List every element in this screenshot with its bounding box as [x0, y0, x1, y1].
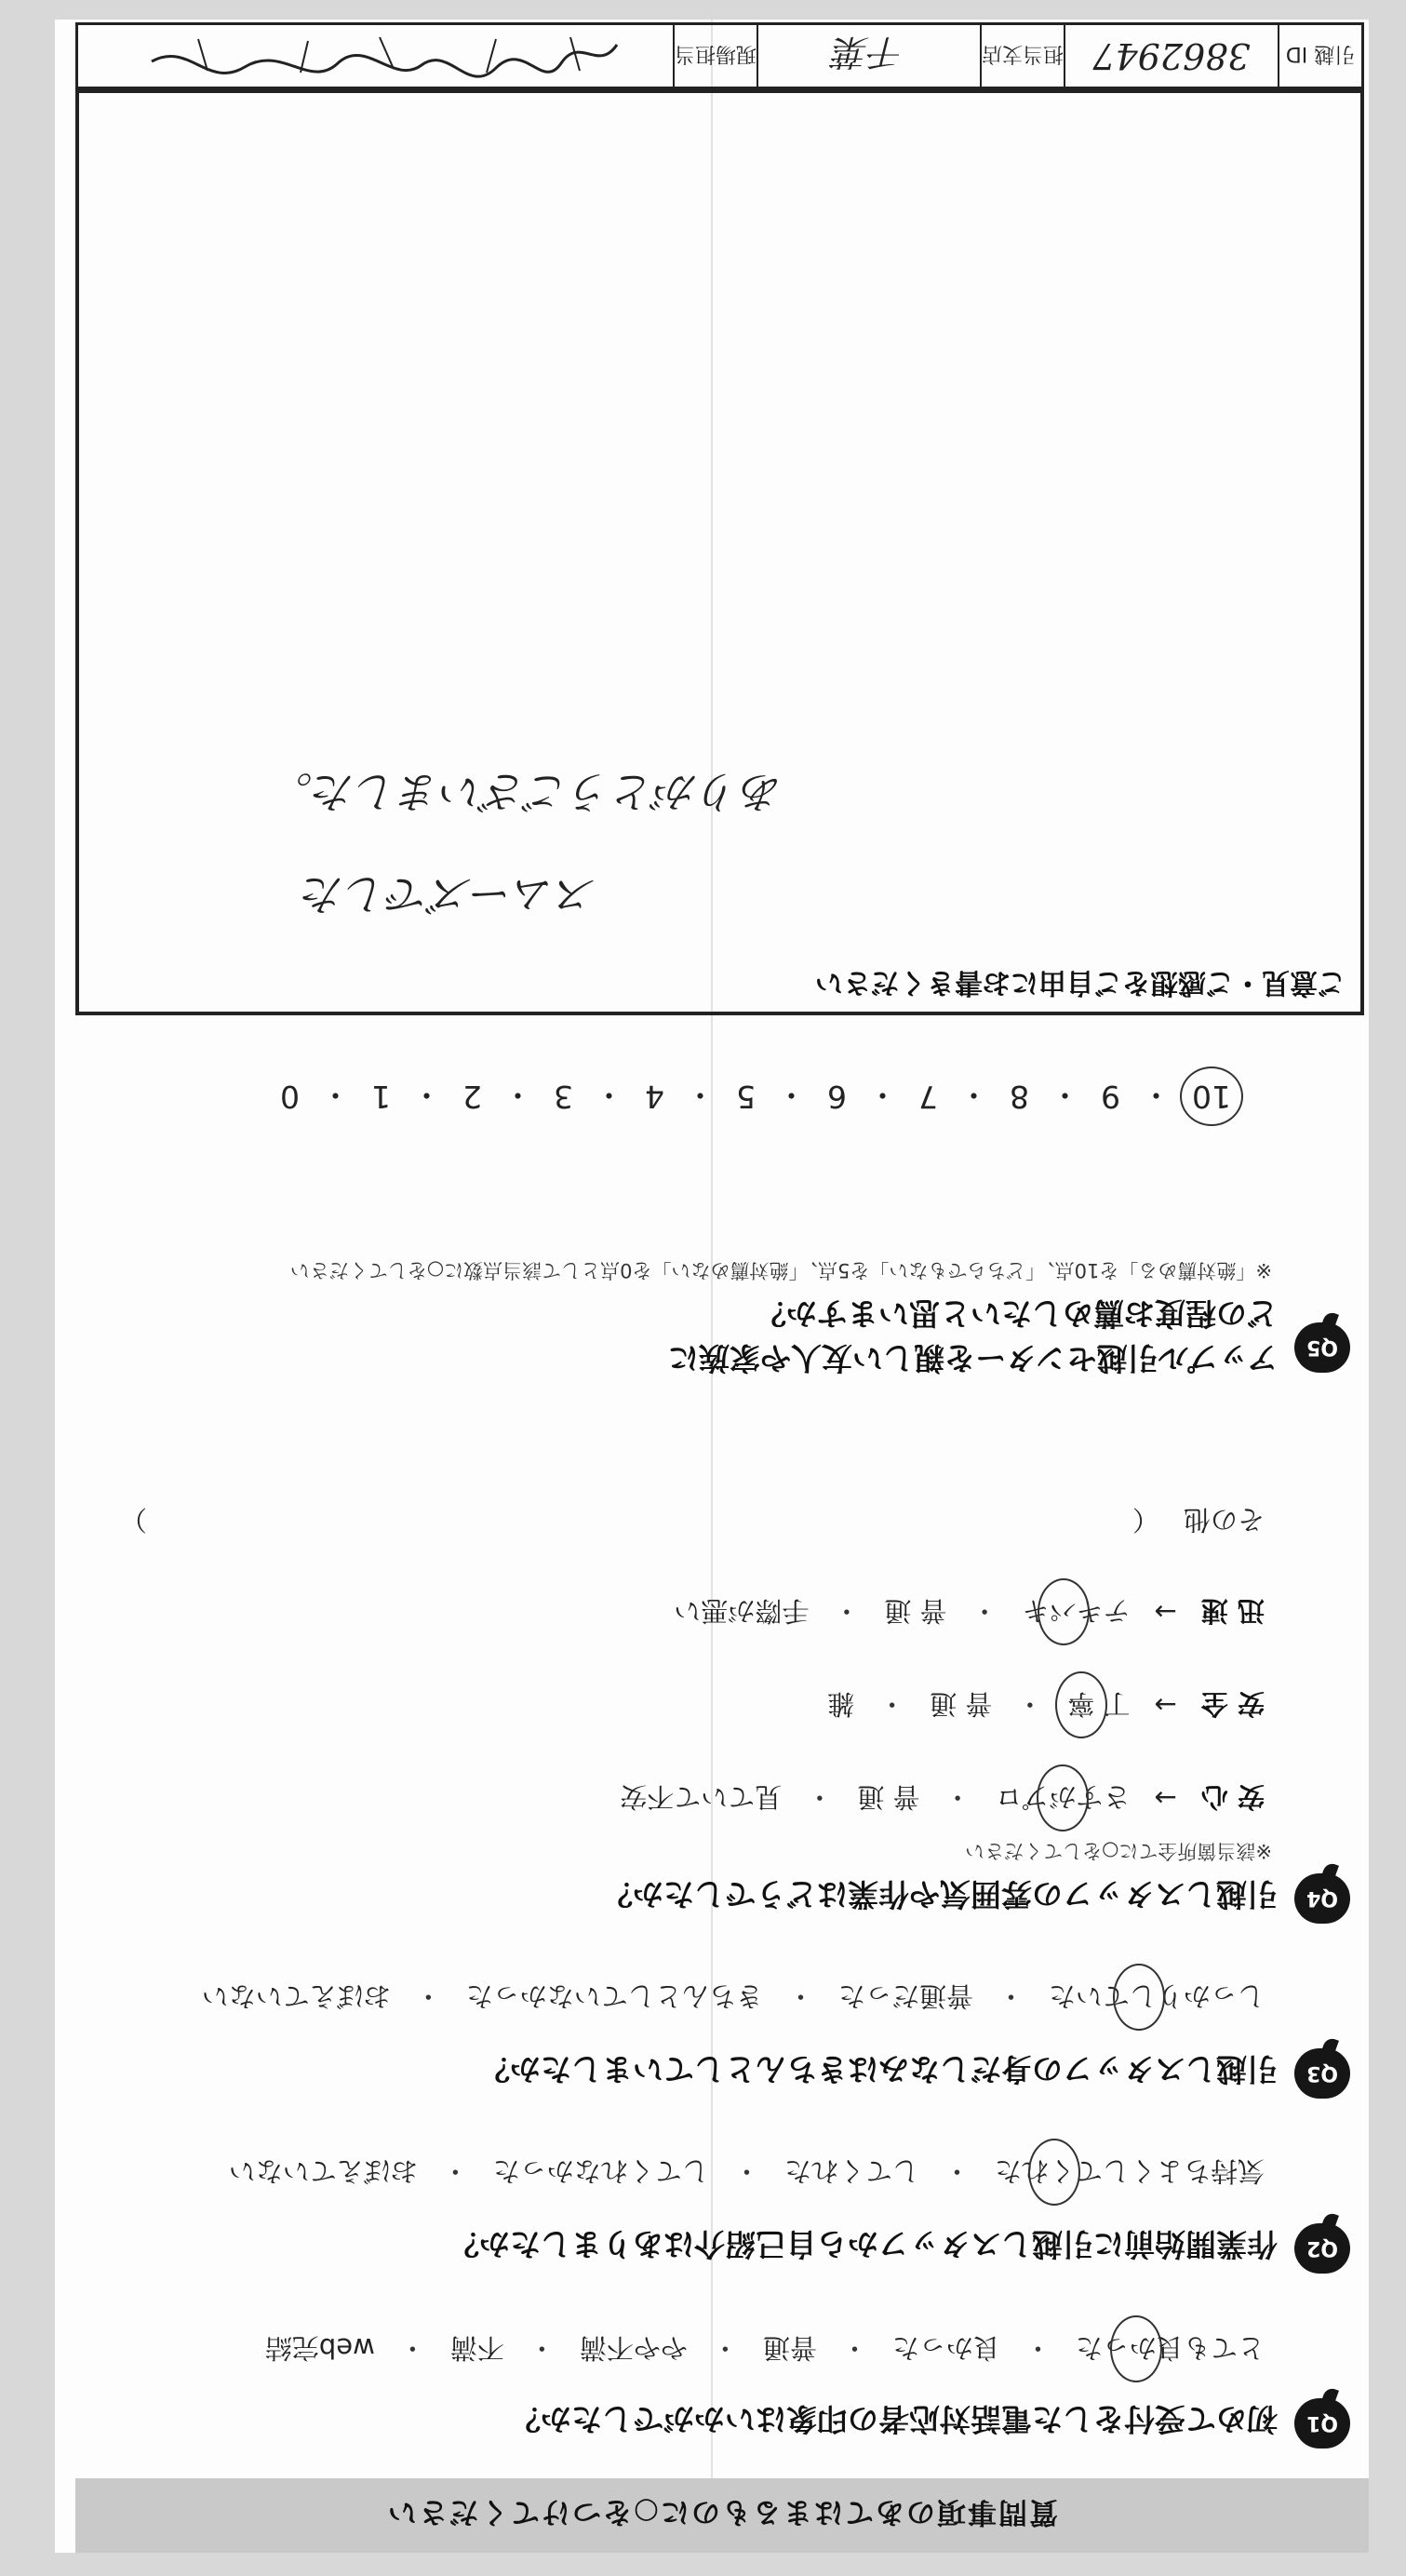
q5-score-9[interactable]: 9: [1101, 1079, 1120, 1115]
selection-circle: [1180, 1067, 1243, 1127]
scale-separator: ・: [685, 1077, 716, 1113]
scale-separator: ・: [958, 1077, 989, 1113]
selection-circle: [1038, 1579, 1090, 1646]
q3-badge: Q3: [1294, 2048, 1350, 2099]
q2-badge: Q2: [1294, 2223, 1350, 2274]
q3-option-normal[interactable]: 普通だった: [837, 1980, 973, 2012]
q2-question: 作業開始前に引越しスタッフから自己紹介はありましたか？: [449, 2226, 1278, 2262]
q3-options: しっかりしていた ・ 普通だった ・ きちんとしていなかった ・ おぼえていない: [202, 1979, 1265, 2017]
q1-option-somewhat-dissatisfied[interactable]: やや不満: [579, 2332, 688, 2364]
instruction-banner: 質問事項のあてはまるものに○をつけてください: [75, 2478, 1369, 2553]
arrow-icon: →: [1154, 1596, 1177, 1629]
staff-label: 現場担当: [673, 25, 757, 87]
q4-row-label: 迅 速: [1200, 1595, 1265, 1627]
scale-separator: ・: [411, 1077, 442, 1113]
q1-badge: Q1: [1294, 2398, 1350, 2449]
scale-separator: ・: [320, 1077, 351, 1113]
q2-option-did-not[interactable]: してくれなかった: [492, 2155, 709, 2187]
q1-option-normal[interactable]: 普通: [762, 2332, 817, 2364]
selection-circle: [1113, 1965, 1165, 2032]
q5-note: ※「絶対薦める」を10点、「どちらでもない」を5点、「絶対薦めない」を0点として該当点数に○をしてください: [289, 1259, 1272, 1281]
selection-circle: [1055, 1672, 1107, 1739]
q4-question: 引越しスタッフの雰囲気や作業はどうでしたか？: [602, 1876, 1278, 1912]
q4-note: ※該当箇所全てに○をしてください: [965, 1840, 1272, 1862]
q5-score-4[interactable]: 4: [645, 1079, 664, 1115]
scale-separator: ・: [1141, 1077, 1172, 1113]
arrow-icon: →: [1154, 1689, 1177, 1722]
staff-info-table: [75, 22, 1364, 89]
q3-question: 引越しスタッフの身だしなみはきちんとしていましたか？: [479, 2051, 1278, 2087]
signature-image: [115, 30, 636, 82]
q1-option-very-good[interactable]: とても良かった: [1076, 2330, 1265, 2368]
q1-option-good[interactable]: 良かった: [891, 2332, 1000, 2364]
handwritten-comment-line1: スムーズでした: [301, 869, 597, 919]
scale-separator: ・: [1050, 1077, 1080, 1113]
q4-option-careful[interactable]: 丁 寧: [1067, 1686, 1130, 1724]
q4-row-jinsoku: 迅 速 → テキパキ ・ 普 通 ・ 手際が悪い: [674, 1593, 1265, 1631]
q4-option-normal[interactable]: 普 通: [857, 1781, 920, 1813]
selection-circle: [1028, 2140, 1080, 2207]
q5-score-1[interactable]: 1: [371, 1079, 391, 1115]
q5-score-7[interactable]: 7: [918, 1079, 938, 1115]
q4-option-normal[interactable]: 普 通: [884, 1595, 947, 1627]
scale-separator: ・: [867, 1077, 898, 1113]
q4-row-anzen: 安 全 → 丁 寧 ・ 普 通 ・ 雑: [827, 1686, 1265, 1724]
q4-option-normal[interactable]: 普 通: [930, 1688, 993, 1720]
scale-separator: ・: [776, 1077, 807, 1113]
q4-other-close: ）: [120, 1504, 148, 1536]
q1-options: とても良かった ・ 良かった ・ 普通 ・ やや不満 ・ 不満 ・ web完結: [265, 2330, 1265, 2368]
q4-option-clumsy[interactable]: 手際が悪い: [674, 1595, 810, 1627]
comment-box[interactable]: [75, 89, 1364, 1015]
selection-circle: [1110, 2316, 1162, 2383]
q5-score-0[interactable]: 0: [280, 1079, 300, 1115]
q3-option-dont-remember[interactable]: おぼえていない: [201, 1980, 391, 2012]
branch-label: 担当支店: [980, 25, 1064, 87]
q2-option-dont-remember[interactable]: おぼえていない: [228, 2155, 418, 2187]
q4-option-brisk[interactable]: テキパキ: [1023, 1593, 1131, 1631]
q5-scale: [280, 1075, 1231, 1119]
q1-option-web[interactable]: web完結: [264, 2332, 375, 2364]
selection-circle: [1037, 1765, 1089, 1832]
q5-score-3[interactable]: 3: [554, 1079, 573, 1115]
q2-option-pleasant[interactable]: 気持ちよくしてくれた: [995, 2153, 1265, 2192]
survey-sheet: [55, 20, 1369, 2553]
q5-score-2[interactable]: 2: [462, 1079, 482, 1115]
comment-heading: ご意見・ご感想をご自由にお書きください: [815, 966, 1346, 999]
q4-option-pro[interactable]: さすがプロ: [996, 1779, 1131, 1818]
q4-badge: Q4: [1294, 1873, 1350, 1924]
q2-options: 気持ちよくしてくれた ・ してくれた ・ してくれなかった ・ おぼえていない: [229, 2153, 1265, 2192]
q3-option-untidy[interactable]: きちんとしていなかった: [465, 1980, 763, 2012]
q1-option-dissatisfied[interactable]: 不満: [449, 2332, 504, 2364]
scale-separator: ・: [594, 1077, 624, 1113]
q1-question: 初めて受付をした電話対応者の印象はいかがでしたか？: [510, 2401, 1278, 2437]
q4-row-anshin: 安 心 → さすがプロ ・ 普 通 ・ 見ていて不安: [620, 1779, 1265, 1818]
q4-row-label: 安 心: [1200, 1781, 1265, 1813]
q3-option-neat[interactable]: しっかりしていた: [1049, 1979, 1265, 2017]
staff-signature: [78, 25, 673, 87]
q4-other-open: （: [1131, 1504, 1159, 1536]
q5-question-line2: どの程度お薦めしたいと思いますか？: [756, 1295, 1278, 1332]
q5-score-10[interactable]: 10: [1192, 1079, 1231, 1115]
q4-other-row: [120, 1502, 1265, 1540]
q5-question-line1: アップル引越センターを親しい友人や家族に: [667, 1340, 1278, 1376]
q5-score-5[interactable]: 5: [736, 1079, 756, 1115]
id-label: 引越 ID: [1278, 25, 1361, 87]
branch-value: 千葉: [757, 25, 980, 87]
id-value: 3862947: [1064, 25, 1278, 87]
arrow-icon: →: [1154, 1782, 1177, 1815]
q4-other-label: その他: [1183, 1504, 1265, 1536]
q5-score-6[interactable]: 6: [827, 1079, 847, 1115]
q5-badge: Q5: [1294, 1322, 1350, 1373]
q4-option-worrying[interactable]: 見ていて不安: [620, 1781, 783, 1813]
scale-separator: ・: [502, 1077, 533, 1113]
handwritten-comment-line2: ありがとうございました。: [270, 767, 783, 817]
q4-option-rough[interactable]: 雑: [827, 1688, 855, 1720]
q5-score-8[interactable]: 8: [1010, 1079, 1029, 1115]
q4-row-label: 安 全: [1200, 1688, 1265, 1720]
q2-option-did[interactable]: してくれた: [783, 2155, 919, 2187]
